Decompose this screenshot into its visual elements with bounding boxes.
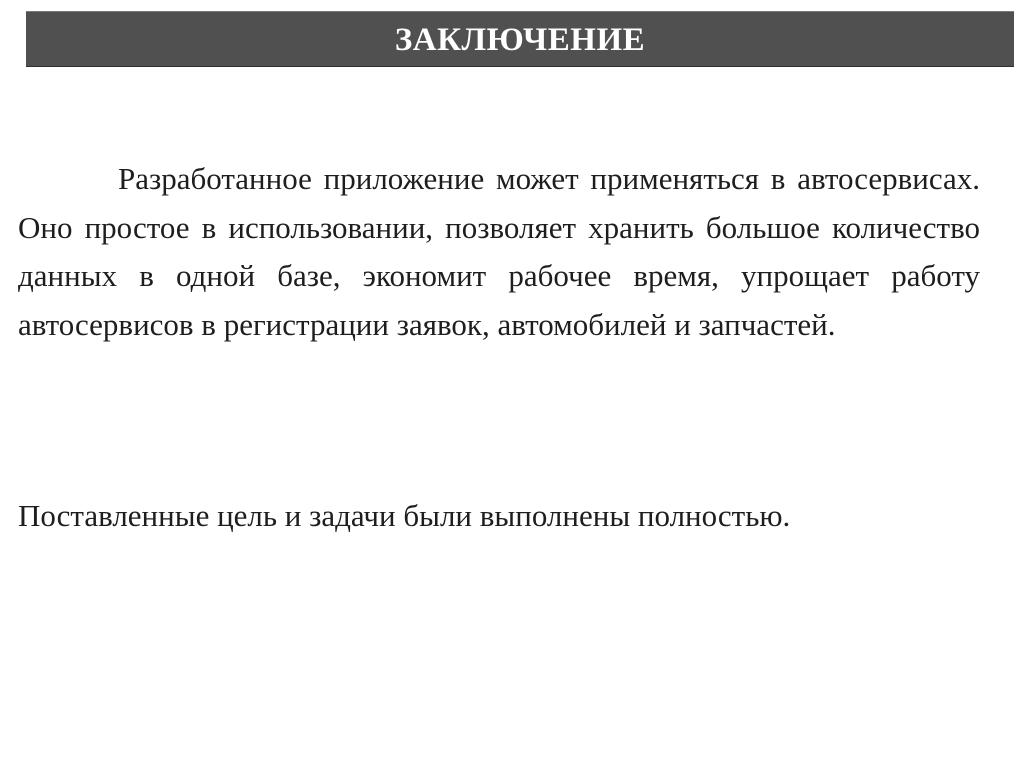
body-paragraph: Разработанное приложение может применяться в автосервисах. Оно простое в использовании, позволяет хранить большое количество данных в одной базе, экономит рабочее время, упрощает работу автосервисов в регистрации заявок, автомобилей и запчастей.: [18, 161, 980, 342]
title-bar: [26, 11, 1014, 67]
slide-title: ЗАКЛЮЧЕНИЕ: [394, 22, 646, 58]
conclusion-statement: Поставленные цель и задачи были выполнены полностью.: [18, 498, 791, 533]
